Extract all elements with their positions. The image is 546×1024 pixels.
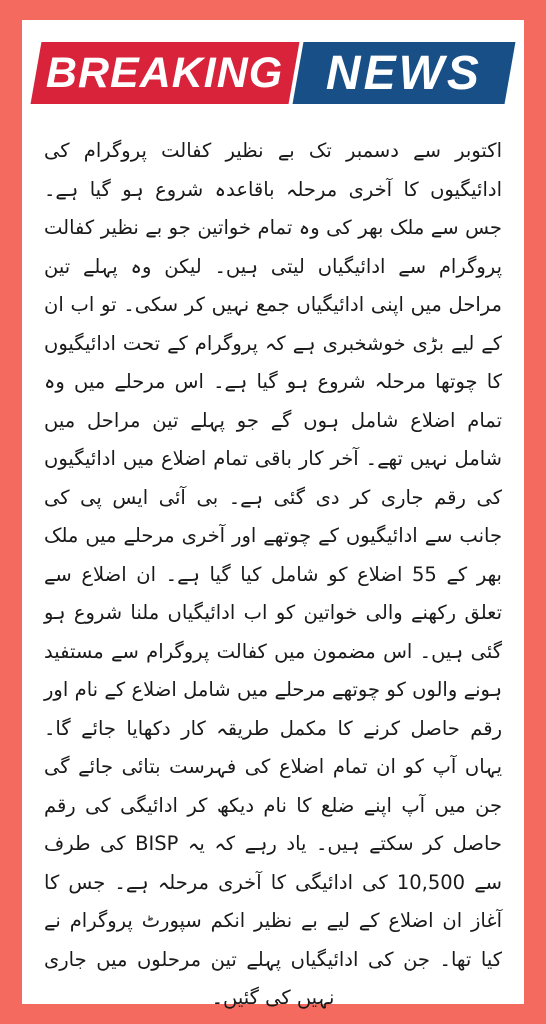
news-card	[22, 20, 524, 1009]
article-body: اکتوبر سے دسمبر تک بے نظیر کفالت پروگرام کی ادائیگیوں کا آخری مرحلہ باقاعدہ شروع ہو گیا ہے۔ جس سے ملک بھر کی وہ تمام خواتین جو بے نظیر کفالت پروگرام سے ادائیگیاں لیتی ہیں۔ لیکن وہ پہلے تین مراحل میں اپنی ادائیگیاں جمع نہیں کر سکی۔ تو اب ان کے لیے بڑی خوشخبری ہے کہ پروگرام کے تحت ادائیگیوں کا چوتھا مرحلہ شروع ہو گیا ہے۔ اس مرحلے میں وہ تمام اضلاع شامل ہوں گے جو پہلے تین مراحل میں شامل نہیں تھے۔ آخر کار باقی تمام اضلاع میں ادائیگیوں کی رقم جاری کر دی گئی ہے۔ بی آئی ایس پی کی جانب سے ادائیگیوں کے چوتھے اور آخری مرحلے میں ملک بھر کے 55 اضلاع کو شامل کیا گیا ہے۔ ان اضلاع سے تعلق رکھنے والی خواتین کو اب ادائیگیاں ملنا شروع ہو گئی ہیں۔ اس مضمون میں کفالت پروگرام سے مستفید ہونے والوں کو چوتھے مرحلے میں شامل اضلاع کے نام اور رقم حاصل کرنے کا مکمل طریقہ کار دکھایا جائے گا۔ یہاں آپ کو ان تمام اضلاع کی فہرست بتائی جائے گی جن میں آپ اپنے ضلع کا نام دیکھ کر ادائیگی کی رقم حاصل کر سکتے ہیں۔ یاد رہے کہ یہ BISP کی طرف سے 10,500 کی ادائیگی کا آخری مرحلہ ہے۔ جس کا آغاز ان اضلاع کے لیے بے نظیر انکم سپورٹ پروگرام نے کیا تھا۔ جن کی ادائیگیاں پہلے تین مرحلوں میں جاری نہیں کی گئیں۔	[44, 139, 502, 1009]
breaking-label-box	[31, 42, 300, 104]
news-label-box	[293, 42, 516, 104]
news-label: NEWS	[326, 46, 482, 100]
breaking-news-banner	[36, 38, 510, 108]
breaking-label: BREAKING	[46, 48, 284, 97]
